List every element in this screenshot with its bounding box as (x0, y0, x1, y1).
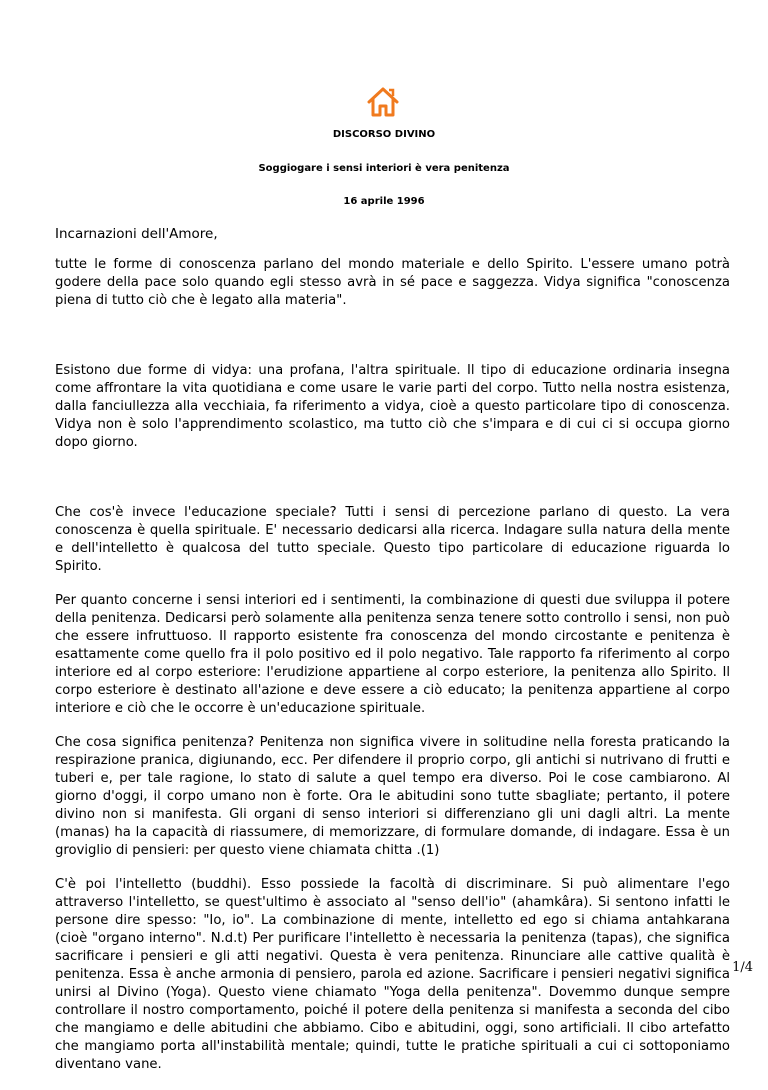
paragraph: C'è poi l'intelletto (buddhi). Esso possiede la facoltà di discriminare. Si può alimentare l'ego attraverso l'intelletto, se quest'ultimo è associato al "senso dell'io" (ahamkâra). Si sentono infatti le persone dire spesso: "Io, io". La combinazione di mente, intelletto ed ego si chiama antahkarana (cioè "organo interno". N.d.t) Per purificare l'intelletto è necessaria la penitenza (tapas), che significa sacrificare i pensieri e gli atti negativi. Questa è vera penitenza. Rinunciare alle cattive qualità è penitenza. Essa è anche armonia di pensiero, parola ed azione. Sacrificare i pensieri negativi significa unirsi al Divino (Yoga). Questo viene chiamato "Yoga della penitenza". Dovemmo dunque sempre controllare il nostro comportamento, poiché il potere della penitenza si manifesta a seconda del cibo che mangiamo e delle abitudini che abbiamo. Cibo e abitudini, oggi, sono artificiali. Il cibo artefatto che mangiamo porta all'instabilità mentale; quindi, tutte le pratiche spirituali a cui ci sottoponiamo diventano vane. (55, 877, 730, 1072)
paragraph: tutte le forme di conoscenza parlano del mondo materiale e dello Spirito. L'essere umano potrà godere della pace solo quando egli stesso avrà in sé pace e saggezza. Vidya significa "conoscenza piena di tutto ciò che è legato alla materia". (55, 257, 730, 308)
discourse-date: 16 aprile 1996 (343, 196, 425, 207)
paragraph: Che cos'è invece l'educazione speciale? Tutti i sensi di percezione parlano di questo. La vera conoscenza è quella spirituale. E' necessario dedicarsi alla ricerca. Indagare sulla natura della mente e dell'intelletto è qualcosa del tutto speciale. Questo tipo particolare di educazione riguarda lo Spirito. (55, 505, 730, 574)
paragraph: Che cosa significa penitenza? Penitenza non significa vivere in solitudine nella foresta praticando la respirazione pranica, digiunando, ecc. Per difendere il proprio corpo, gli antichi si nutrivano di frutti e tuberi e, per tale ragione, lo stato di salute a quel tempo era diverso. Poi le cose cambiarono. Al giorno d'oggi, il corpo umano non è forte. Ora le abitudini sono tutte sbagliate; pertanto, il potere divino non si manifesta. Gli organi di senso interiori si differenziano gli uni dagli altri. La mente (manas) ha la capacità di riassumere, di memorizzare, di formulare domande, di indagare. Essa è un groviglio di pensieri: per questo viene chiamata chitta .(1) (55, 735, 730, 858)
discourse-body (55, 225, 730, 1090)
paragraph: Esistono due forme di vidya: una profana, l'altra spirituale. Il tipo di educazione ordinaria insegna come affrontare la vita quotidiana e come usare le varie parti del corpo. Tutto nella nostra esistenza, dalla fanciullezza alla vecchiaia, fa riferimento a vidya, cioè a questo particolare tipo di conoscenza. Vidya non è solo l'apprendimento scolastico, ma tutto ciò che s'impara e di cui ci si occupa giorno dopo giorno. (55, 363, 730, 450)
salutation: Incarnazioni dell'Amore, (55, 226, 218, 242)
home-icon[interactable] (366, 86, 400, 118)
paragraph: Per quanto concerne i sensi interiori ed i sentimenti, la combinazione di questi due sviluppa il potere della penitenza. Dedicarsi però solamente alla penitenza senza tenere sotto controllo i sensi, non può che essere infruttuoso. Il rapporto esistente fra conoscenza del mondo circostante e penitenza è esattamente come quello fra il polo positivo ed il polo negativo. Tale rapporto fa riferimento al corpo interiore ed al corpo esteriore: l'erudizione appartiene al corpo esteriore, la penitenza allo Spirito. Il corpo esteriore è destinato all'azione e deve essere a ciò educato; la penitenza appartiene al corpo interiore e ciò che le occorre è un'educazione spirituale. (55, 593, 730, 716)
page-number: 1/4 (732, 960, 753, 975)
page-subtitle: Soggiogare i sensi interiori è vera penitenza (258, 163, 510, 174)
page-title: DISCORSO DIVINO (332, 129, 436, 140)
